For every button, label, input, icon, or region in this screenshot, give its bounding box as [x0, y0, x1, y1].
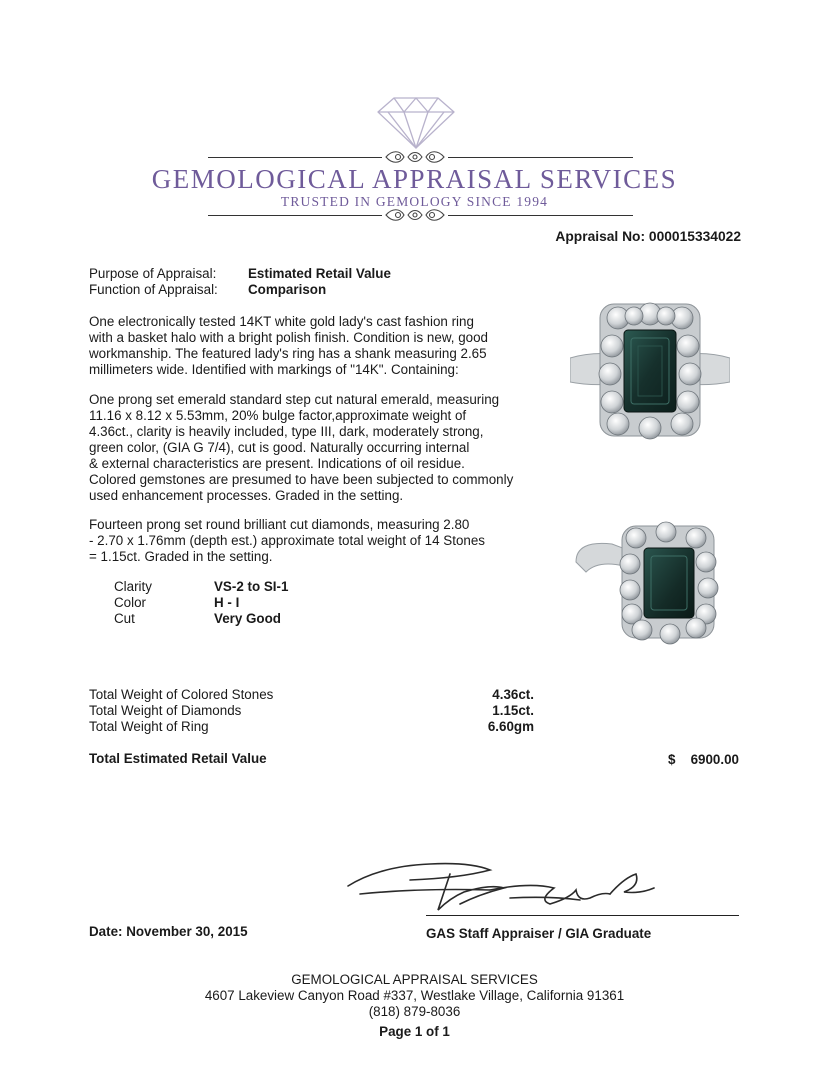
weight-diamonds-label: Total Weight of Diamonds [89, 703, 242, 718]
text-line: = 1.15ct. Graded in the setting. [89, 549, 273, 564]
weight-ring-label: Total Weight of Ring [89, 719, 209, 734]
weight-colored-stones-value: 4.36ct. [492, 687, 534, 702]
text-line: used enhancement processes. Graded in the setting. [89, 488, 404, 503]
text-line: workmanship. The featured lady's ring has a shank measuring 2.65 [89, 346, 487, 361]
total-value-label: Total Estimated Retail Value [89, 751, 267, 766]
text-line: millimeters wide. Identified with markings of "14K". Containing: [89, 362, 459, 377]
diamond-logo-icon [376, 94, 456, 150]
text-line: & external characteristics are present. Indications of oil residue. [89, 456, 465, 471]
appraiser-title: GAS Staff Appraiser / GIA Graduate [426, 926, 652, 941]
total-value-amount: 6900.00 [690, 752, 739, 767]
cut-value: Very Good [214, 611, 281, 626]
total-currency: $ [668, 752, 676, 767]
cut-label: Cut [114, 611, 135, 626]
weight-ring-value: 6.60gm [487, 719, 534, 734]
ring-photo-top [570, 294, 730, 446]
ornament-bottom-icon [382, 206, 448, 224]
footer-phone: (818) 879-8036 [368, 1004, 461, 1019]
clarity-label: Clarity [114, 579, 152, 594]
diamond-description [89, 517, 529, 565]
color-label: Color [114, 595, 146, 610]
function-label: Function of Appraisal: [89, 282, 218, 297]
text-line: - 2.70 x 1.76mm (depth est.) approximate total weight of 14 Stones [89, 533, 485, 548]
function-value: Comparison [248, 282, 327, 297]
company-title: GEMOLOGICAL APPRAISAL SERVICES [151, 164, 678, 194]
clarity-value: VS-2 to SI-1 [214, 579, 289, 594]
text-line: One prong set emerald standard step cut natural emerald, measuring [89, 392, 500, 407]
ring-description [89, 314, 529, 378]
weight-diamonds-value: 1.15ct. [492, 703, 534, 718]
appraisal-number: Appraisal No: 000015334022 [555, 229, 741, 244]
purpose-value: Estimated Retail Value [248, 266, 391, 281]
text-line: One electronically tested 14KT white gold lady's cast fashion ring [89, 314, 474, 329]
text-line: Fourteen prong set round brilliant cut diamonds, measuring 2.80 [89, 517, 470, 532]
emerald-description [89, 392, 529, 504]
footer-company: GEMOLOGICAL APPRAISAL SERVICES [291, 972, 538, 987]
appraiser-signature [340, 848, 670, 918]
text-line: with a basket halo with a bright polish finish. Condition is new, good [89, 330, 488, 345]
text-line: 4.36ct., clarity is heavily included, type III, dark, moderately strong, [89, 424, 484, 439]
text-line: Colored gemstones are presumed to have been subjected to commonly [89, 472, 514, 487]
text-line: 11.16 x 8.12 x 5.53mm, 20% bulge factor,approximate weight of [89, 408, 467, 423]
purpose-label: Purpose of Appraisal: [89, 266, 217, 281]
appraisal-date: Date: November 30, 2015 [89, 924, 248, 939]
weight-colored-stones-label: Total Weight of Colored Stones [89, 687, 274, 702]
signature-line [426, 915, 739, 916]
color-value: H - I [214, 595, 240, 610]
text-line: green color, (GIA G 7/4), cut is good. Naturally occurring internal [89, 440, 470, 455]
page-number: Page 1 of 1 [379, 1024, 450, 1039]
footer-address: 4607 Lakeview Canyon Road #337, Westlake Village, California 91361 [204, 988, 625, 1003]
company-tagline: TRUSTED IN GEMOLOGY SINCE 1994 [280, 194, 549, 209]
ring-photo-angle [572, 510, 732, 650]
